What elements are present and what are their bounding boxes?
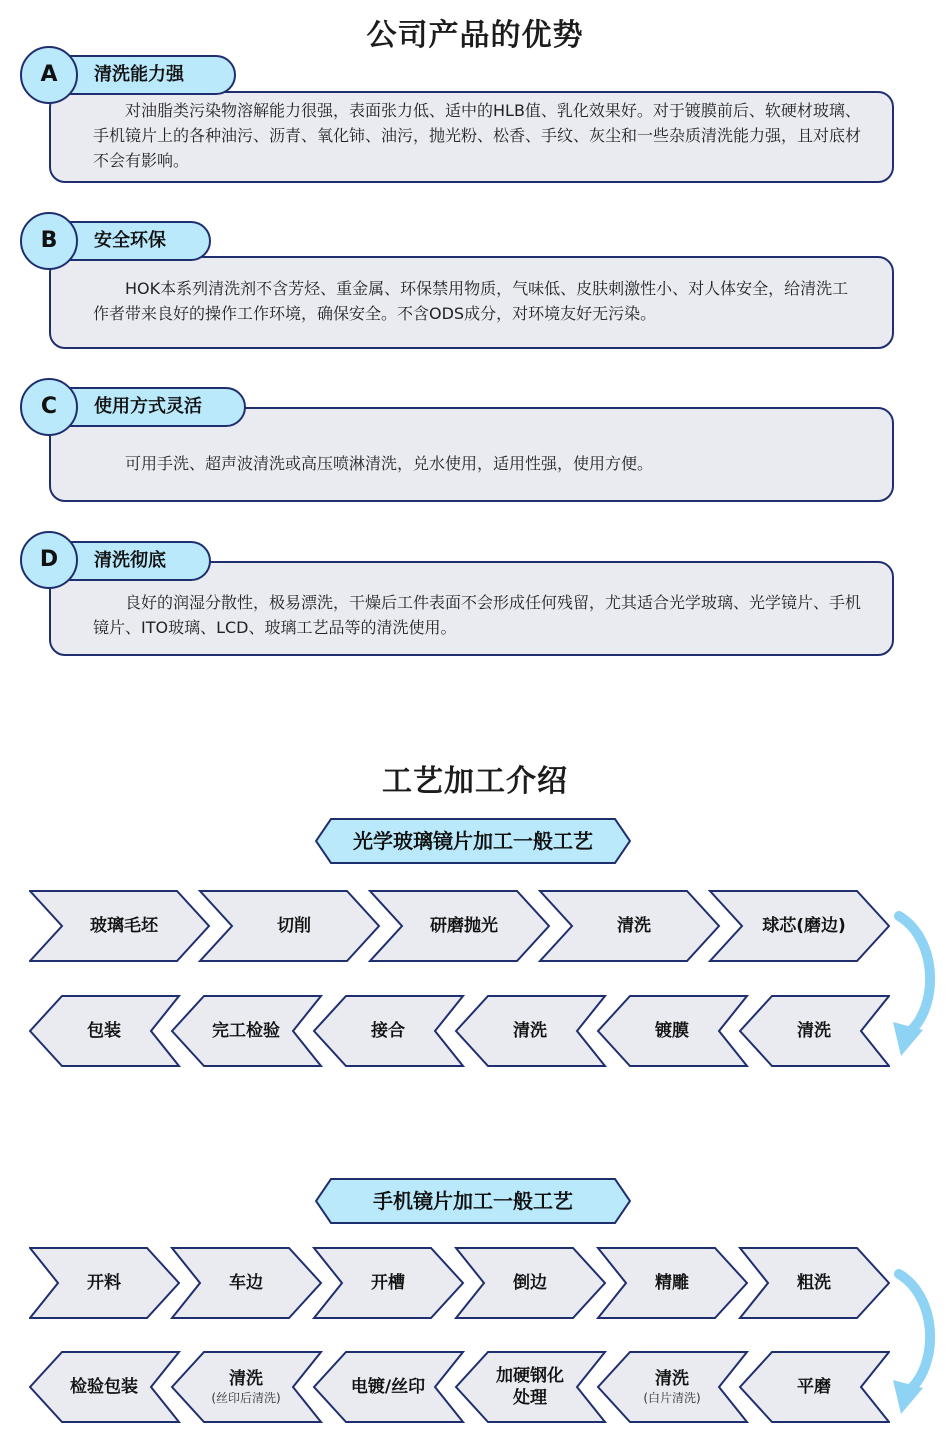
glass-flow-row-1 — [29, 890, 890, 962]
flow-step — [49, 890, 199, 962]
flow-step — [389, 890, 539, 962]
flow-step-label: 切削 — [277, 916, 311, 936]
advantage-badge-d: D — [20, 531, 78, 589]
flow-step-label: 电镀/丝印 — [350, 1377, 426, 1397]
curved-arrow-icon — [893, 1268, 945, 1418]
flow-step-label: 包装 — [87, 1021, 121, 1041]
advantage-card-b — [49, 256, 894, 349]
flow-step-label: 平磨 — [797, 1377, 831, 1397]
flow-step — [191, 995, 301, 1067]
glass-flow-row-2 — [29, 995, 890, 1067]
flow-step — [759, 995, 869, 1067]
process-title: 工艺加工介绍 — [382, 764, 568, 799]
flow-step-sublabel: (白片清洗) — [643, 1391, 701, 1405]
flow-step-label: 开槽 — [371, 1273, 405, 1293]
advantage-label-d: 清洗彻底 — [94, 550, 166, 571]
advantage-label-a: 清洗能力强 — [94, 64, 184, 85]
phone-flow-row-2 — [29, 1351, 890, 1423]
flow-step — [475, 995, 585, 1067]
flow-step-label-line-2: 处理 — [513, 1388, 547, 1408]
flow-step — [617, 1247, 727, 1319]
flow-step-label: 倒边 — [513, 1273, 547, 1293]
flow-step — [759, 1351, 869, 1423]
advantage-text-d: 良好的润湿分散性，极易漂洗，干燥后工件表面不会形成任何残留，尤其适合光学玻璃、光学镜片、手机镜片、ITO玻璃、LCD、玻璃工艺品等的清洗使用。 — [93, 593, 862, 637]
advantage-text-b: HOK本系列清洗剂不含芳烃、重金属、环保禁用物质，气味低、皮肤刺激性小、对人体安全，给清洗工作者带来良好的操作工作环境，确保安全。不含ODS成分，对环境友好无污染。 — [93, 279, 849, 323]
flow-step-label: 球芯(磨边) — [762, 916, 846, 936]
phone-process-banner — [315, 1178, 631, 1224]
flow-step — [191, 1247, 301, 1319]
flow-step-label: 车边 — [229, 1273, 263, 1293]
advantage-label-b: 安全环保 — [94, 230, 166, 251]
curved-arrow-icon — [893, 910, 945, 1060]
advantage-card-a — [49, 91, 894, 183]
glass-process-banner-label: 光学玻璃镜片加工一般工艺 — [353, 829, 593, 853]
flow-step — [191, 1351, 301, 1423]
flow-step — [617, 1351, 727, 1423]
glass-process-banner — [315, 818, 631, 864]
flow-step-label: 接合 — [371, 1021, 405, 1041]
flow-step — [49, 1351, 159, 1423]
advantage-badge-b: B — [20, 212, 78, 270]
flow-step-label: 加硬钢化 — [496, 1366, 564, 1386]
flow-step — [333, 1247, 443, 1319]
flow-step-label: 检验包装 — [70, 1377, 138, 1397]
flow-step — [617, 995, 727, 1067]
advantage-label-c: 使用方式灵活 — [94, 396, 202, 417]
advantage-badge-a: A — [20, 46, 78, 104]
phone-process-banner-label: 手机镜片加工一般工艺 — [373, 1189, 573, 1213]
flow-step-label: 精雕 — [655, 1273, 689, 1293]
flow-step-label: 清洗 — [797, 1021, 831, 1041]
flow-step — [219, 890, 369, 962]
phone-flow-row-1 — [29, 1247, 890, 1319]
flow-step-label: 粗洗 — [797, 1273, 831, 1293]
flow-step — [49, 995, 159, 1067]
advantages-title: 公司产品的优势 — [366, 18, 584, 53]
advantage-badge-c: C — [20, 378, 78, 436]
flow-step — [475, 1351, 585, 1423]
flow-step — [49, 1247, 159, 1319]
flow-step — [333, 1351, 443, 1423]
flow-step — [559, 890, 709, 962]
flow-step-sublabel: (丝印后清洗) — [211, 1391, 281, 1405]
advantage-text-c: 可用手洗、超声波清洗或高压喷淋清洗，兑水使用，适用性强，使用方便。 — [125, 454, 654, 473]
flow-step-label: 清洗 — [229, 1369, 263, 1389]
flow-step-label: 研磨抛光 — [430, 916, 498, 936]
flow-step — [333, 995, 443, 1067]
flow-step — [475, 1247, 585, 1319]
flow-step-label: 清洗 — [655, 1369, 689, 1389]
flow-step-label: 完工检验 — [212, 1021, 280, 1041]
flow-step-label: 玻璃毛坯 — [90, 916, 158, 936]
flow-step-label: 清洗 — [513, 1021, 547, 1041]
flow-step-label: 清洗 — [617, 916, 651, 936]
flow-step-label: 镀膜 — [655, 1021, 689, 1041]
flow-step — [729, 890, 879, 962]
flow-step-label: 开料 — [87, 1273, 121, 1293]
advantage-text-a: 对油脂类污染物溶解能力很强，表面张力低、适中的HLB值、乳化效果好。对于镀膜前后、软硬材玻璃、手机镜片上的各种油污、沥青、氧化铈、油污，抛光粉、松香、手纹、灰尘和一些杂质清洗能力强，且对底材不会有影响。 — [93, 101, 862, 170]
flow-step — [759, 1247, 869, 1319]
